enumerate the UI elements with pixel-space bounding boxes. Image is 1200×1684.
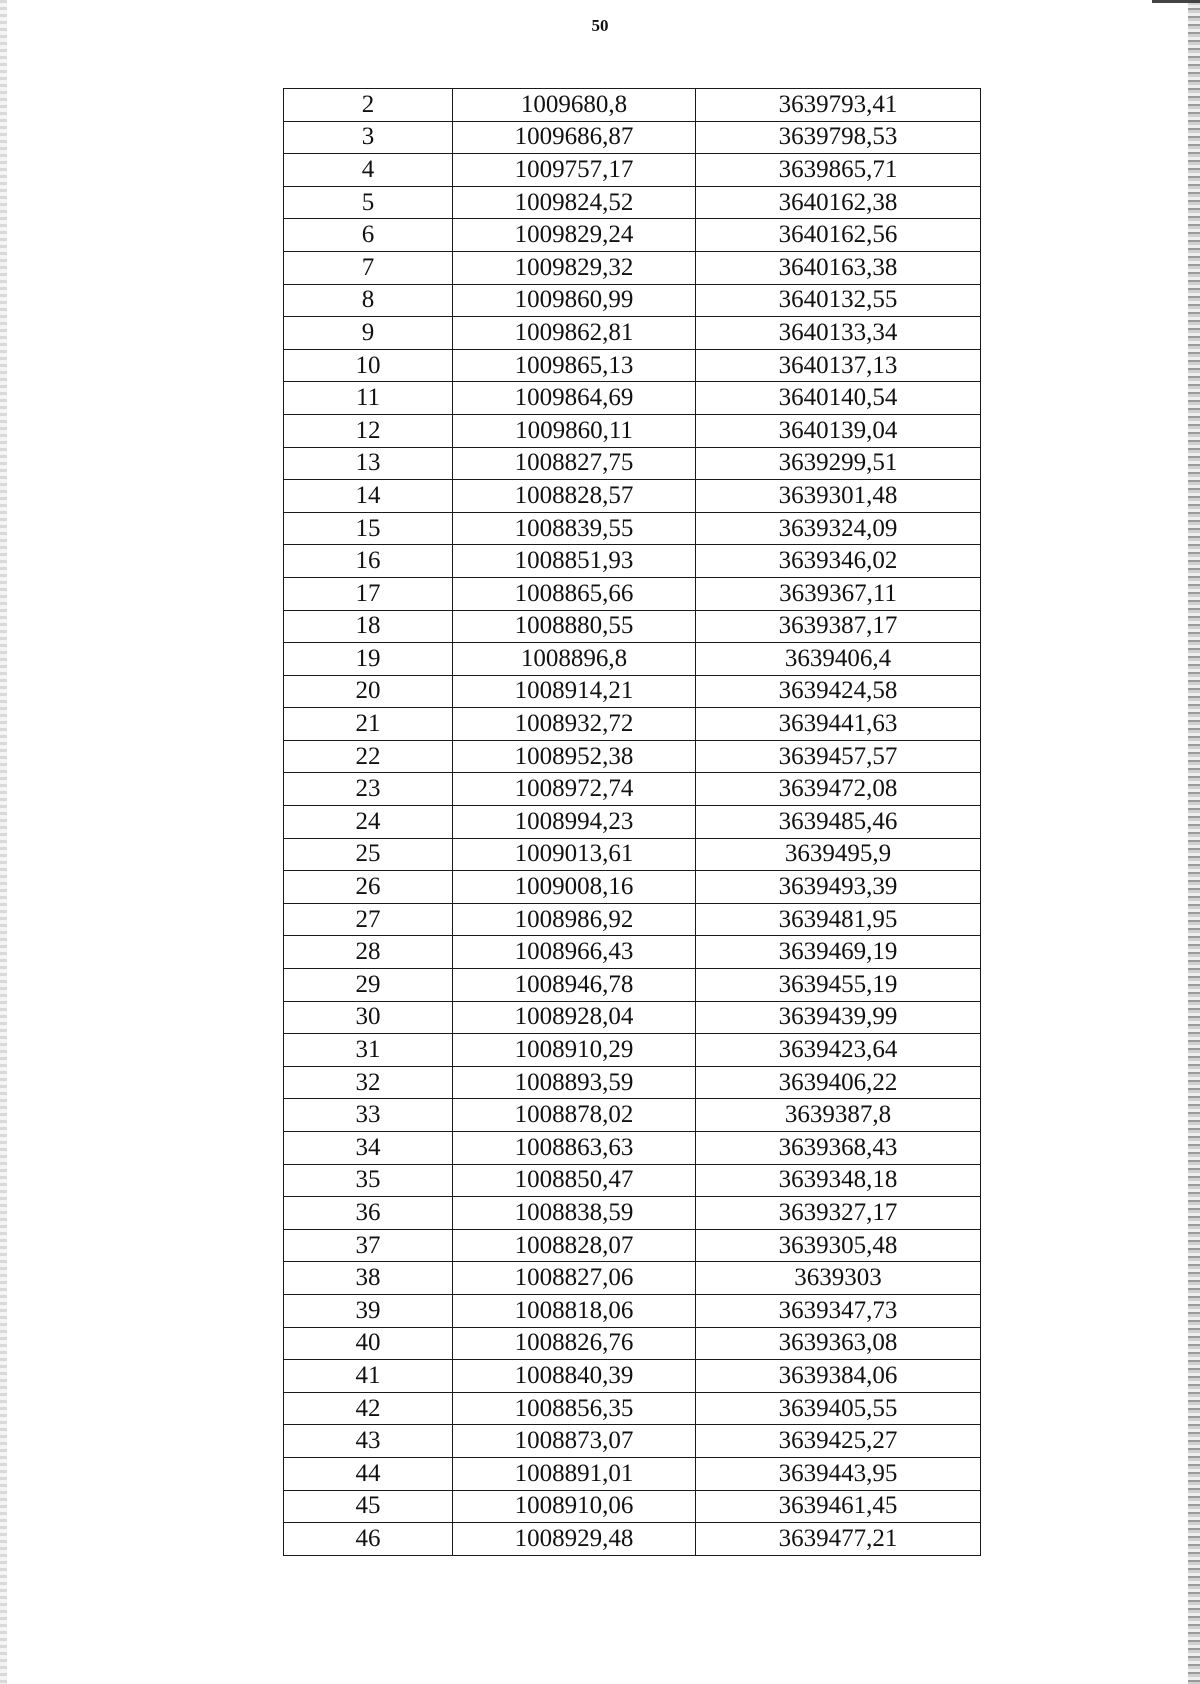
point-number-cell: 9: [284, 317, 453, 350]
point-number-cell: 24: [284, 806, 453, 839]
x-coordinate-cell: 1009862,81: [453, 317, 696, 350]
page-number: 50: [591, 16, 609, 35]
coordinates-table: [283, 88, 981, 1556]
y-coordinate-cell: 3639441,63: [696, 708, 981, 741]
table-row: [284, 708, 981, 741]
table-row: [284, 251, 981, 284]
y-coordinate-cell: 3639346,02: [696, 545, 981, 578]
table-row: [284, 1229, 981, 1262]
point-number-cell: 11: [284, 382, 453, 415]
table-row: [284, 1164, 981, 1197]
table-row: [284, 1066, 981, 1099]
x-coordinate-cell: 1008893,59: [453, 1066, 696, 1099]
point-number-cell: 37: [284, 1229, 453, 1262]
x-coordinate-cell: 1009824,52: [453, 186, 696, 219]
point-number-cell: 23: [284, 773, 453, 806]
x-coordinate-cell: 1008856,35: [453, 1392, 696, 1425]
y-coordinate-cell: 3639424,58: [696, 675, 981, 708]
point-number-cell: 46: [284, 1523, 453, 1556]
point-number-cell: 32: [284, 1066, 453, 1099]
y-coordinate-cell: 3639485,46: [696, 806, 981, 839]
point-number-cell: 27: [284, 903, 453, 936]
y-coordinate-cell: 3639384,06: [696, 1360, 981, 1393]
point-number-cell: 17: [284, 577, 453, 610]
point-number-cell: 13: [284, 447, 453, 480]
y-coordinate-cell: 3639327,17: [696, 1197, 981, 1230]
y-coordinate-cell: 3639481,95: [696, 903, 981, 936]
x-coordinate-cell: 1009860,11: [453, 414, 696, 447]
table-row: [284, 1490, 981, 1523]
y-coordinate-cell: 3639305,48: [696, 1229, 981, 1262]
point-number-cell: 43: [284, 1425, 453, 1458]
y-coordinate-cell: 3639472,08: [696, 773, 981, 806]
y-coordinate-cell: 3639299,51: [696, 447, 981, 480]
point-number-cell: 20: [284, 675, 453, 708]
y-coordinate-cell: 3639793,41: [696, 89, 981, 122]
point-number-cell: 35: [284, 1164, 453, 1197]
table-row: [284, 1294, 981, 1327]
table-row: [284, 349, 981, 382]
scan-corner-mark: [1152, 0, 1200, 3]
point-number-cell: 33: [284, 1099, 453, 1132]
x-coordinate-cell: 1009757,17: [453, 154, 696, 187]
y-coordinate-cell: 3639461,45: [696, 1490, 981, 1523]
y-coordinate-cell: 3639423,64: [696, 1034, 981, 1067]
y-coordinate-cell: 3640139,04: [696, 414, 981, 447]
y-coordinate-cell: 3639406,22: [696, 1066, 981, 1099]
point-number-cell: 25: [284, 838, 453, 871]
y-coordinate-cell: 3639493,39: [696, 871, 981, 904]
x-coordinate-cell: 1008851,93: [453, 545, 696, 578]
table-row: [284, 1262, 981, 1295]
table-row: [284, 121, 981, 154]
point-number-cell: 4: [284, 154, 453, 187]
x-coordinate-cell: 1008878,02: [453, 1099, 696, 1132]
scan-right-edge: [1188, 0, 1200, 1684]
x-coordinate-cell: 1008880,55: [453, 610, 696, 643]
y-coordinate-cell: 3639457,57: [696, 740, 981, 773]
x-coordinate-cell: 1008946,78: [453, 969, 696, 1002]
x-coordinate-cell: 1008891,01: [453, 1457, 696, 1490]
point-number-cell: 7: [284, 251, 453, 284]
table-row: [284, 1523, 981, 1556]
x-coordinate-cell: 1008818,06: [453, 1294, 696, 1327]
x-coordinate-cell: 1009864,69: [453, 382, 696, 415]
point-number-cell: 21: [284, 708, 453, 741]
y-coordinate-cell: 3639455,19: [696, 969, 981, 1002]
table-row: [284, 512, 981, 545]
table-row: [284, 414, 981, 447]
table-row: [284, 577, 981, 610]
x-coordinate-cell: 1009860,99: [453, 284, 696, 317]
y-coordinate-cell: 3639477,21: [696, 1523, 981, 1556]
x-coordinate-cell: 1008828,57: [453, 480, 696, 513]
y-coordinate-cell: 3639347,73: [696, 1294, 981, 1327]
table-row: [284, 219, 981, 252]
point-number-cell: 26: [284, 871, 453, 904]
y-coordinate-cell: 3639425,27: [696, 1425, 981, 1458]
y-coordinate-cell: 3639469,19: [696, 936, 981, 969]
table-row: [284, 903, 981, 936]
y-coordinate-cell: 3639363,08: [696, 1327, 981, 1360]
x-coordinate-cell: 1008828,07: [453, 1229, 696, 1262]
point-number-cell: 6: [284, 219, 453, 252]
table-row: [284, 1197, 981, 1230]
y-coordinate-cell: 3639301,48: [696, 480, 981, 513]
table-row: [284, 284, 981, 317]
point-number-cell: 44: [284, 1457, 453, 1490]
x-coordinate-cell: 1008896,8: [453, 643, 696, 676]
table-row: [284, 838, 981, 871]
x-coordinate-cell: 1009013,61: [453, 838, 696, 871]
x-coordinate-cell: 1008972,74: [453, 773, 696, 806]
y-coordinate-cell: 3639439,99: [696, 1001, 981, 1034]
x-coordinate-cell: 1008865,66: [453, 577, 696, 610]
x-coordinate-cell: 1009865,13: [453, 349, 696, 382]
y-coordinate-cell: 3639324,09: [696, 512, 981, 545]
x-coordinate-cell: 1008966,43: [453, 936, 696, 969]
table-row: [284, 1132, 981, 1165]
x-coordinate-cell: 1008952,38: [453, 740, 696, 773]
y-coordinate-cell: 3639443,95: [696, 1457, 981, 1490]
point-number-cell: 5: [284, 186, 453, 219]
y-coordinate-cell: 3639348,18: [696, 1164, 981, 1197]
x-coordinate-cell: 1008994,23: [453, 806, 696, 839]
x-coordinate-cell: 1008932,72: [453, 708, 696, 741]
x-coordinate-cell: 1008929,48: [453, 1523, 696, 1556]
point-number-cell: 41: [284, 1360, 453, 1393]
point-number-cell: 28: [284, 936, 453, 969]
table-row: [284, 1360, 981, 1393]
point-number-cell: 40: [284, 1327, 453, 1360]
table-row: [284, 806, 981, 839]
x-coordinate-cell: 1009680,8: [453, 89, 696, 122]
x-coordinate-cell: 1009829,24: [453, 219, 696, 252]
x-coordinate-cell: 1008873,07: [453, 1425, 696, 1458]
point-number-cell: 15: [284, 512, 453, 545]
point-number-cell: 34: [284, 1132, 453, 1165]
point-number-cell: 30: [284, 1001, 453, 1034]
coordinates-table-body: [284, 89, 981, 1556]
point-number-cell: 39: [284, 1294, 453, 1327]
y-coordinate-cell: 3640162,56: [696, 219, 981, 252]
y-coordinate-cell: 3640140,54: [696, 382, 981, 415]
x-coordinate-cell: 1008914,21: [453, 675, 696, 708]
table-row: [284, 186, 981, 219]
point-number-cell: 45: [284, 1490, 453, 1523]
table-row: [284, 480, 981, 513]
y-coordinate-cell: 3640163,38: [696, 251, 981, 284]
table-row: [284, 1099, 981, 1132]
x-coordinate-cell: 1009008,16: [453, 871, 696, 904]
x-coordinate-cell: 1008910,29: [453, 1034, 696, 1067]
point-number-cell: 8: [284, 284, 453, 317]
y-coordinate-cell: 3639798,53: [696, 121, 981, 154]
point-number-cell: 2: [284, 89, 453, 122]
y-coordinate-cell: 3640133,34: [696, 317, 981, 350]
point-number-cell: 12: [284, 414, 453, 447]
point-number-cell: 3: [284, 121, 453, 154]
x-coordinate-cell: 1008850,47: [453, 1164, 696, 1197]
x-coordinate-cell: 1008863,63: [453, 1132, 696, 1165]
point-number-cell: 31: [284, 1034, 453, 1067]
table-row: [284, 675, 981, 708]
point-number-cell: 18: [284, 610, 453, 643]
scan-left-edge: [0, 0, 7, 1684]
table-row: [284, 1001, 981, 1034]
y-coordinate-cell: 3639303: [696, 1262, 981, 1295]
table-row: [284, 1034, 981, 1067]
point-number-cell: 19: [284, 643, 453, 676]
x-coordinate-cell: 1008838,59: [453, 1197, 696, 1230]
table-row: [284, 969, 981, 1002]
x-coordinate-cell: 1008928,04: [453, 1001, 696, 1034]
table-row: [284, 154, 981, 187]
table-row: [284, 1425, 981, 1458]
x-coordinate-cell: 1008827,75: [453, 447, 696, 480]
x-coordinate-cell: 1008826,76: [453, 1327, 696, 1360]
x-coordinate-cell: 1009829,32: [453, 251, 696, 284]
x-coordinate-cell: 1008839,55: [453, 512, 696, 545]
point-number-cell: 10: [284, 349, 453, 382]
table-row: [284, 936, 981, 969]
point-number-cell: 36: [284, 1197, 453, 1230]
y-coordinate-cell: 3640132,55: [696, 284, 981, 317]
x-coordinate-cell: 1008827,06: [453, 1262, 696, 1295]
x-coordinate-cell: 1008986,92: [453, 903, 696, 936]
point-number-cell: 42: [284, 1392, 453, 1425]
y-coordinate-cell: 3640137,13: [696, 349, 981, 382]
table-row: [284, 545, 981, 578]
table-row: [284, 447, 981, 480]
x-coordinate-cell: 1009686,87: [453, 121, 696, 154]
x-coordinate-cell: 1008910,06: [453, 1490, 696, 1523]
point-number-cell: 29: [284, 969, 453, 1002]
table-row: [284, 1392, 981, 1425]
table-row: [284, 89, 981, 122]
table-row: [284, 1457, 981, 1490]
point-number-cell: 14: [284, 480, 453, 513]
table-row: [284, 871, 981, 904]
table-row: [284, 317, 981, 350]
table-row: [284, 740, 981, 773]
point-number-cell: 16: [284, 545, 453, 578]
table-row: [284, 643, 981, 676]
y-coordinate-cell: 3639387,8: [696, 1099, 981, 1132]
y-coordinate-cell: 3639406,4: [696, 643, 981, 676]
table-row: [284, 1327, 981, 1360]
y-coordinate-cell: 3639405,55: [696, 1392, 981, 1425]
y-coordinate-cell: 3639865,71: [696, 154, 981, 187]
y-coordinate-cell: 3639387,17: [696, 610, 981, 643]
y-coordinate-cell: 3639495,9: [696, 838, 981, 871]
y-coordinate-cell: 3639368,43: [696, 1132, 981, 1165]
y-coordinate-cell: 3639367,11: [696, 577, 981, 610]
y-coordinate-cell: 3640162,38: [696, 186, 981, 219]
table-row: [284, 773, 981, 806]
point-number-cell: 22: [284, 740, 453, 773]
table-row: [284, 610, 981, 643]
point-number-cell: 38: [284, 1262, 453, 1295]
x-coordinate-cell: 1008840,39: [453, 1360, 696, 1393]
table-row: [284, 382, 981, 415]
